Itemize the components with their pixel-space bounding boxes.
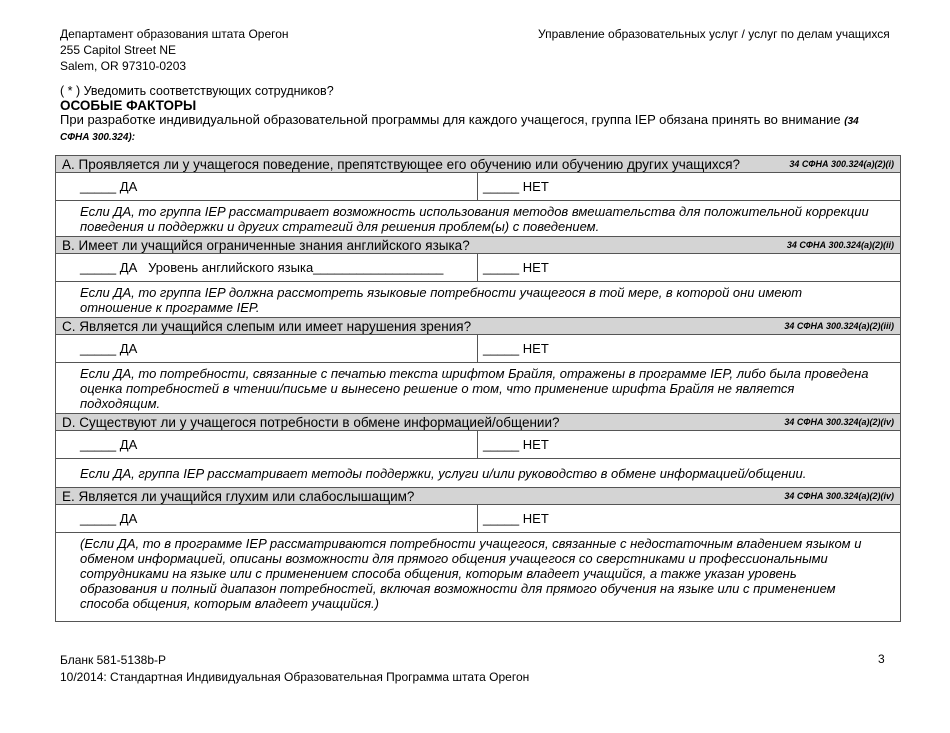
question-a: A. Проявляется ли у учащегося поведение, препятствующее его обучению или обучению других учащихся? — [62, 157, 741, 172]
no-option-d[interactable] — [478, 431, 900, 458]
yes-blank-a[interactable]: _____ — [80, 179, 117, 194]
agency-address — [60, 26, 289, 74]
note-c: Если ДА, то потребности, связанные с печатью текста шрифтом Брайля, отражены в программе IEP, либо была проведена оценка потребностей в чтении/письме и вынесено решение о том, что применение шрифта Брайля не является подходящим. — [56, 363, 900, 414]
note-e: (Если ДА, то в программе IEP рассматриваются потребности учащегося, связанные с недостаточным владением языком и обменом информацией, описаны возможности для прямого общения учащегося со сверстниками и профессиональными сотрудниками на языке или с применением способа общения, которым владеет учащийся, а также указан уровень образования и полный диапазон потребностей, включая возможности для прямого обучения на языке или с применением способа общения, которым владеет учащийся.) — [80, 536, 862, 611]
question-e: E. Является ли учащийся глухим или слабослышащим? — [62, 489, 415, 504]
no-label-c: НЕТ — [522, 341, 549, 356]
agency-name: Департамент образования штата Орегон — [60, 27, 289, 41]
yes-option-a[interactable] — [56, 173, 478, 200]
section-heading: ОСОБЫЕ ФАКТОРЫ — [60, 98, 197, 113]
no-option-b[interactable] — [478, 254, 900, 281]
no-blank-a[interactable]: _____ — [483, 179, 520, 194]
no-label-b: НЕТ — [522, 260, 549, 275]
regulation-ref-b: 34 СФНА 300.324(a)(2)(ii) — [786, 240, 894, 250]
no-blank-d[interactable]: _____ — [483, 437, 520, 452]
yes-label-b: ДА — [119, 260, 138, 275]
answer-row-a — [56, 173, 900, 201]
notify-question: ( * ) Уведомить соответствующих сотрудников? — [60, 84, 334, 98]
yes-option-c[interactable] — [56, 335, 478, 362]
no-blank-c[interactable]: _____ — [483, 341, 520, 356]
question-row-d — [56, 414, 900, 431]
form-number: Бланк 581-5138b-P — [60, 653, 167, 667]
yes-option-e[interactable] — [56, 505, 478, 532]
yes-blank-e[interactable]: _____ — [80, 511, 117, 526]
no-label-a: НЕТ — [522, 179, 549, 194]
yes-option-b[interactable] — [56, 254, 478, 281]
yes-blank-c[interactable]: _____ — [80, 341, 117, 356]
question-row-c — [56, 318, 900, 335]
english-level-field[interactable]: Уровень английского языка__________________ — [148, 260, 444, 275]
yes-label-e: ДА — [119, 511, 138, 526]
no-blank-b[interactable]: _____ — [483, 260, 520, 275]
no-label-d: НЕТ — [522, 437, 549, 452]
regulation-ref-d: 34 СФНА 300.324(a)(2)(iv) — [784, 417, 894, 427]
note-b: Если ДА, то группа IEP должна рассмотреть языковые потребности учащегося в той мере, в которой они имеют отношение к программе IEP. — [56, 282, 900, 318]
no-label-e: НЕТ — [522, 511, 549, 526]
intro-text — [60, 113, 890, 145]
note-a: Если ДА, то группа IEP рассматривает возможность использования методов вмешательства для положительной коррекции поведения и поддержки и других стратегий для решения проблем(ы) с поведением. — [56, 201, 900, 237]
answer-row-d — [56, 431, 900, 459]
regulation-ref-a: 34 СФНА 300.324(a)(2)(i) — [789, 159, 894, 169]
special-factors-table — [55, 155, 901, 622]
intro-citation: (34 СФНА 300.324): — [60, 116, 859, 143]
city-zip: Salem, OR 97310-0203 — [60, 59, 187, 73]
question-d: D. Существуют ли у учащегося потребности в обмене информацией/общении? — [62, 415, 560, 430]
intro-block — [60, 84, 890, 145]
note-d: Если ДА, группа IEP рассматривает методы поддержки, услуги и/или руководство в обмене информацией/общении. — [56, 459, 900, 488]
intro-text-body: При разработке индивидуальной образовательной программы для каждого учащегося, группа IEP обязана принять во внимание — [60, 112, 841, 127]
street-address: 255 Capitol Street NE — [60, 43, 177, 57]
yes-label-d: ДА — [119, 437, 138, 452]
answer-row-b — [56, 254, 900, 282]
question-row-e — [56, 488, 900, 505]
no-option-e[interactable] — [478, 505, 900, 532]
regulation-ref-e: 34 СФНА 300.324(a)(2)(iv) — [784, 491, 894, 501]
yes-blank-d[interactable]: _____ — [80, 437, 117, 452]
yes-label-c: ДА — [119, 341, 138, 356]
question-b: B. Имеет ли учащийся ограниченные знания английского языка? — [62, 238, 470, 253]
regulation-ref-c: 34 СФНА 300.324(a)(2)(iii) — [784, 321, 894, 331]
no-blank-e[interactable]: _____ — [483, 511, 520, 526]
question-c: C. Является ли учащийся слепым или имеет нарушения зрения? — [62, 319, 472, 334]
answer-row-c — [56, 335, 900, 363]
form-title: 10/2014: Стандартная Индивидуальная Образовательная Программа штата Орегон — [60, 670, 530, 684]
question-row-b — [56, 237, 900, 254]
page-footer — [60, 652, 529, 686]
question-row-a — [56, 156, 900, 173]
no-option-c[interactable] — [478, 335, 900, 362]
page-number: 3 — [878, 652, 885, 666]
yes-blank-b[interactable]: _____ — [80, 260, 117, 275]
answer-row-e — [56, 505, 900, 533]
no-option-a[interactable] — [478, 173, 900, 200]
yes-option-d[interactable] — [56, 431, 478, 458]
yes-label-a: ДА — [119, 179, 138, 194]
office-name: Управление образовательных услуг / услуг по делам учащихся — [538, 27, 890, 41]
